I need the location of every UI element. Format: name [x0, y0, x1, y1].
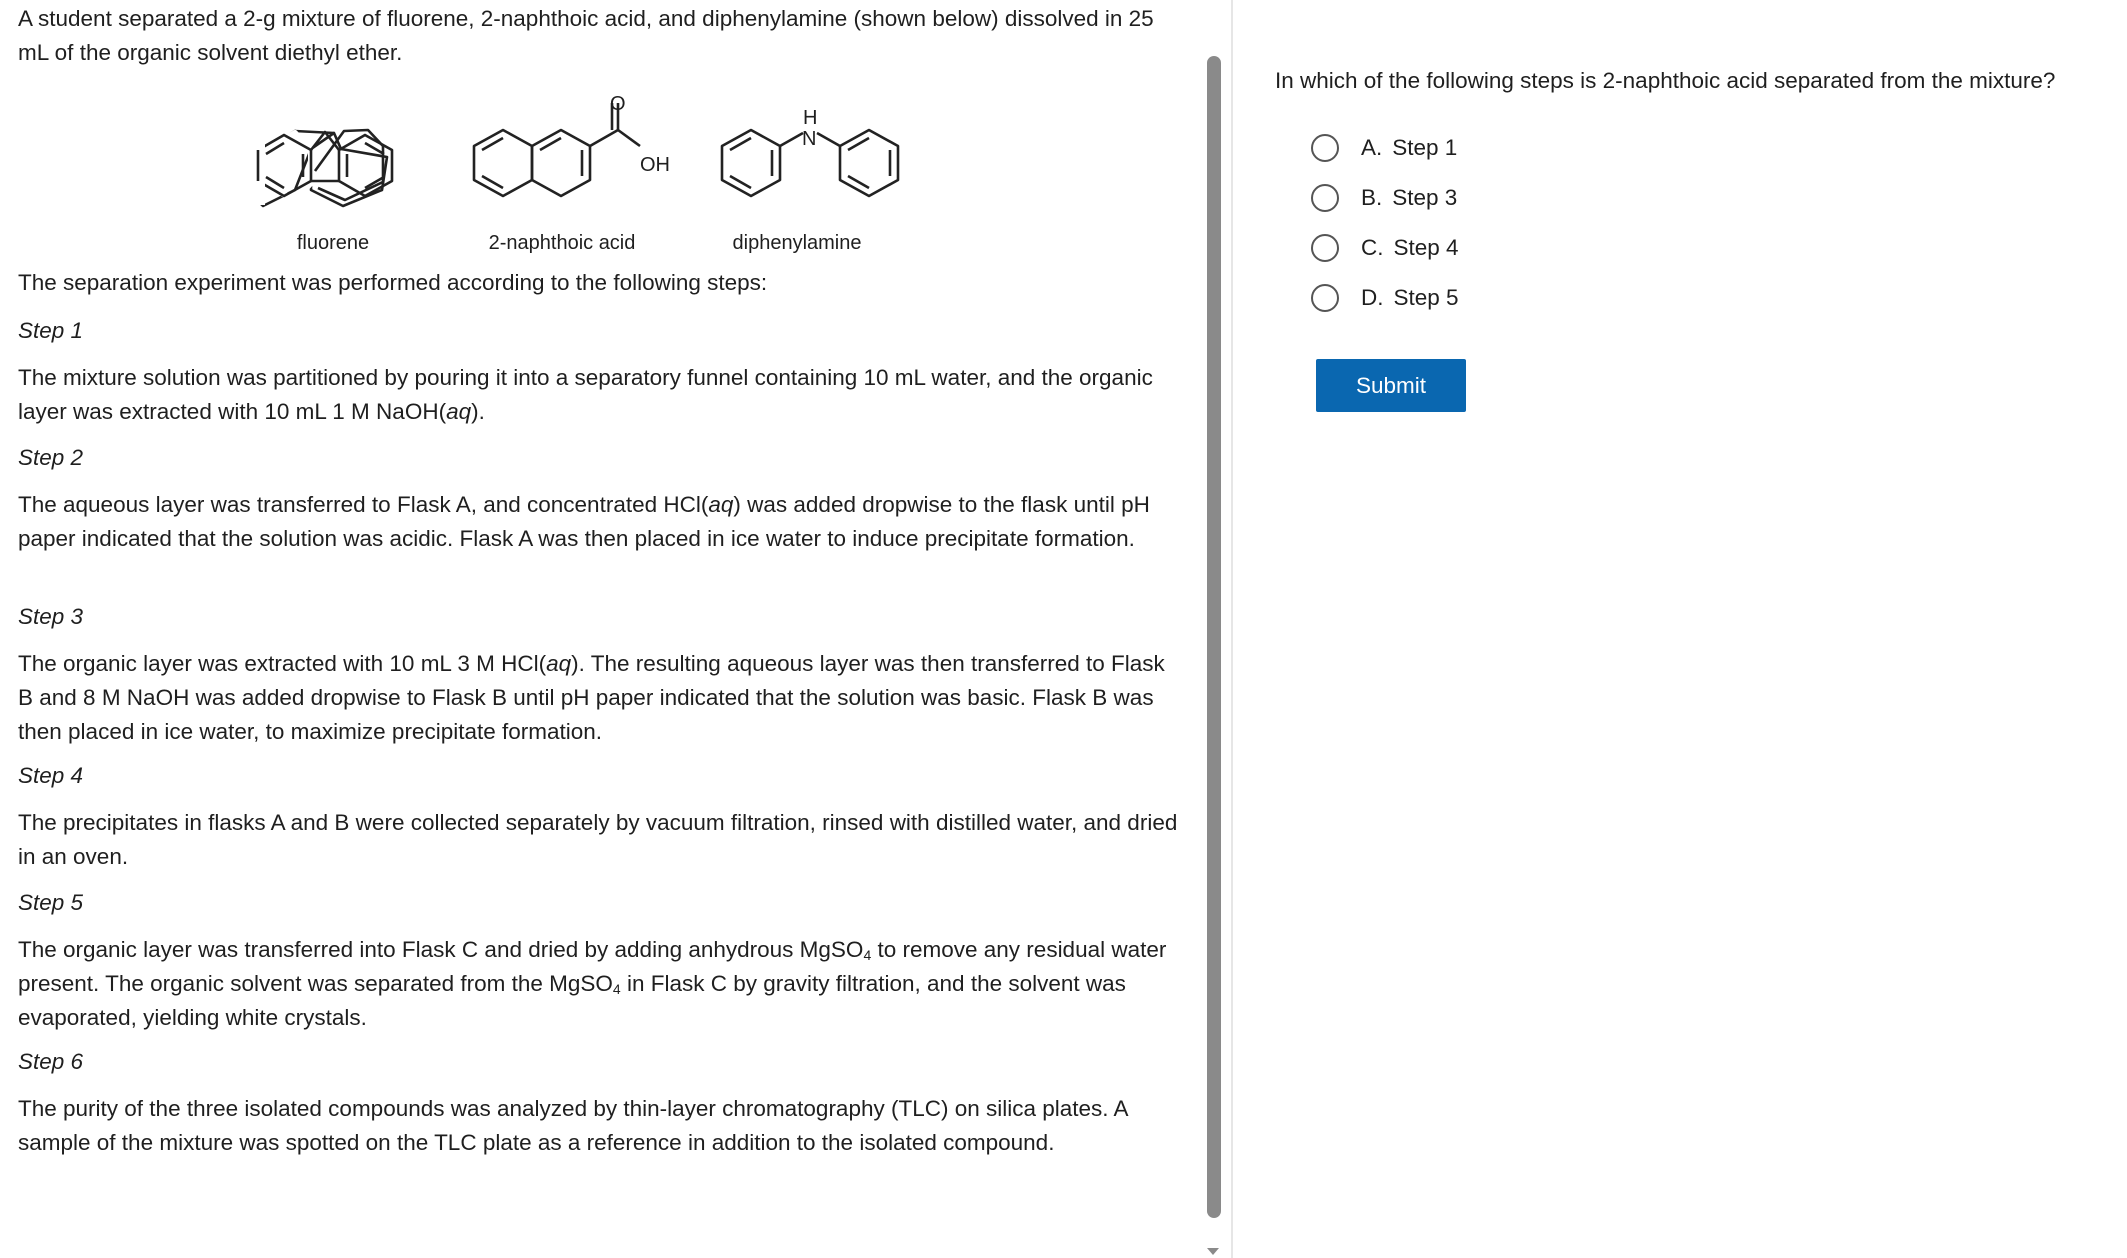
step-5-text: The organic layer was transferred into Flask C and dried by adding anhydrous MgSO$_4$ to remove any residual water present. The organic solvent was separated from the MgSO$_4$ in Flask C by gravity filtration, and the solvent was evaporated, yielding white crystals.: [18, 937, 1167, 1030]
choice-c-letter: C.: [1361, 235, 1384, 260]
intro-paragraph: A student separated a 2-g mixture of fluorene, 2-naphthoic acid, and diphenylamine (shown below) dissolved in 25 mL of the organic solvent diethyl ether.: [18, 6, 1154, 65]
diphenylamine-label: diphenylamine: [732, 232, 862, 254]
step-2-label: Step 2: [18, 445, 84, 470]
hydroxyl-label: OH: [640, 154, 670, 176]
choice-a-text: Step 1: [1392, 135, 1458, 160]
step-6-label: Step 6: [18, 1049, 84, 1074]
choice-a[interactable]: [1311, 131, 1457, 165]
fluorene-label: fluorene: [296, 232, 370, 254]
choice-d[interactable]: [1311, 281, 1459, 315]
scrollbar-thumb[interactable]: [1207, 56, 1221, 1218]
choice-b-text: Step 3: [1392, 185, 1458, 210]
choice-b[interactable]: [1311, 181, 1457, 215]
steps-intro: The separation experiment was performed according to the following steps:: [18, 270, 768, 295]
hydrogen-label: H: [803, 107, 818, 129]
step-4-label: Step 4: [18, 763, 84, 788]
choice-c[interactable]: [1311, 231, 1459, 265]
step-3-text: The organic layer was extracted with 10 mL 3 M HCl(aq). The resulting aqueous layer was then transferred to Flask B and 8 M NaOH was added dropwise to Flask B until pH paper indicated that the solution was basic. Flask B was then placed in ice water, to maximize precipitate formation.: [18, 651, 1165, 744]
choice-d-text: Step 5: [1393, 285, 1459, 310]
step-3-label: Step 3: [18, 604, 84, 629]
scroll-down-arrow-icon[interactable]: [1207, 1248, 1219, 1255]
radio-c-icon[interactable]: [1311, 234, 1339, 262]
step-2-text: The aqueous layer was transferred to Flask A, and concentrated HCl(aq) was added dropwise to the flask until pH paper indicated that the solution was acidic. Flask A was then placed in ice water to induce precipitate formation.: [18, 492, 1150, 551]
step-4-text: The precipitates in flasks A and B were collected separately by vacuum filtration, rinsed with distilled water, and dried in an oven.: [18, 810, 1178, 869]
radio-d-icon[interactable]: [1311, 284, 1339, 312]
step-1-text: The mixture solution was partitioned by pouring it into a separatory funnel containing 10 mL water, and the organic layer was extracted with 10 mL 1 M NaOH(aq).: [18, 365, 1153, 424]
step-6-text: The purity of the three isolated compounds was analyzed by thin-layer chromatography (TLC) on silica plates. A sample of the mixture was spotted on the TLC plate as a reference in addition to the isolated compound.: [18, 1096, 1128, 1155]
naphthoic-acid-label: 2-naphthoic acid: [488, 232, 636, 254]
radio-a-icon[interactable]: [1311, 134, 1339, 162]
choice-b-letter: B.: [1361, 185, 1383, 210]
choice-d-letter: D.: [1361, 285, 1384, 310]
oxygen-label: O: [610, 93, 626, 115]
step-5-label: Step 5: [18, 890, 84, 915]
radio-b-icon[interactable]: [1311, 184, 1339, 212]
nitrogen-label: N: [802, 128, 817, 150]
choice-a-letter: A.: [1361, 135, 1383, 160]
question-prompt: In which of the following steps is 2-naphthoic acid separated from the mixture?: [1275, 68, 2056, 93]
pane-divider: [1231, 0, 1233, 1258]
step-1-label: Step 1: [18, 318, 84, 343]
submit-button[interactable]: Submit: [1316, 359, 1466, 412]
choice-c-text: Step 4: [1393, 235, 1459, 260]
naphthoic-acid-structure: [474, 103, 640, 196]
